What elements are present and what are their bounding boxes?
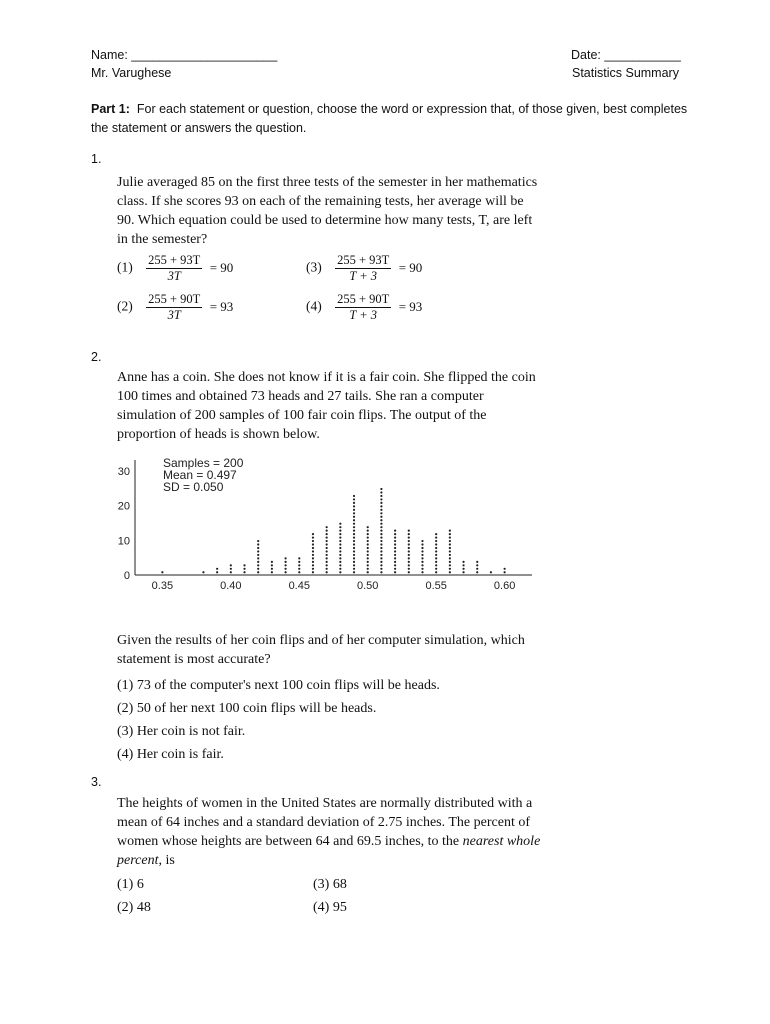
data-dot [161, 571, 163, 573]
data-dot [312, 547, 314, 549]
data-dot [353, 561, 355, 563]
q2-option-1: (1) 73 of the computer's next 100 coin flips will be heads. [117, 678, 440, 693]
data-dot [353, 498, 355, 500]
x-tick-label: 0.35 [151, 580, 174, 592]
chart-annotations [163, 456, 244, 494]
data-dot [298, 571, 300, 573]
data-dot [421, 550, 423, 552]
question-2-text: Anne has a coin. She does not know if it is a fair coin. She flipped the coin 100 times and obtained 73 heads and 27 tails. She ran a computer simulation of 200 samples of 100 fair coin flips. The output of the proportion of heads is shown below. [117, 370, 536, 442]
data-dot [353, 523, 355, 525]
data-dot [380, 519, 382, 521]
data-dot [367, 564, 369, 566]
data-dot [367, 550, 369, 552]
q1-option-1-denominator: 3T [167, 269, 181, 283]
data-dot [504, 571, 506, 573]
data-dot [394, 540, 396, 542]
data-dot [449, 571, 451, 573]
data-dot [367, 547, 369, 549]
question-2-number: 2. [91, 350, 102, 364]
data-dot [435, 543, 437, 545]
data-dot [380, 550, 382, 552]
data-dot [353, 495, 355, 497]
q3-option-1: (1) 6 [117, 877, 144, 892]
y-tick-label: 0 [123, 570, 130, 582]
data-dot [435, 540, 437, 542]
q1-option-4-fraction [335, 292, 391, 323]
data-dot [326, 568, 328, 570]
q1-option-4-label: (4) [306, 298, 322, 314]
data-dot [449, 561, 451, 563]
data-dot [380, 557, 382, 559]
data-dot [271, 571, 273, 573]
data-dot [408, 550, 410, 552]
data-dot [298, 561, 300, 563]
data-dot [339, 554, 341, 556]
data-dot [326, 533, 328, 535]
q3-option-4: (4) 95 [313, 900, 347, 915]
part-1-label: Part 1: [91, 102, 130, 116]
data-dot [353, 530, 355, 532]
data-dot [298, 557, 300, 559]
data-dot [394, 571, 396, 573]
data-dot [408, 554, 410, 556]
x-tick-label: 0.55 [425, 580, 447, 592]
data-dot [257, 571, 259, 573]
data-dot [312, 557, 314, 559]
data-dot [449, 547, 451, 549]
data-dot [243, 568, 245, 570]
q1-option-3-fraction [335, 253, 391, 284]
data-dot [380, 530, 382, 532]
data-dot [284, 571, 286, 573]
data-dot [380, 526, 382, 528]
data-dot [435, 536, 437, 538]
part-1-instructions [91, 100, 691, 138]
data-dot [490, 571, 492, 573]
data-dot [353, 533, 355, 535]
data-dot [380, 509, 382, 511]
q1-option-1-rhs: = 90 [209, 259, 234, 275]
data-dot [353, 536, 355, 538]
data-dot [408, 547, 410, 549]
data-dot [271, 568, 273, 570]
x-tick-label: 0.50 [357, 580, 379, 592]
data-dot [257, 557, 259, 559]
data-dot [326, 540, 328, 542]
data-dot [380, 498, 382, 500]
data-dot [394, 543, 396, 545]
data-dot [462, 571, 464, 573]
chart-annotation: SD = 0.050 [163, 480, 224, 494]
data-dot [312, 561, 314, 563]
data-dot [339, 530, 341, 532]
q1-option-4-numerator: 255 + 90T [337, 292, 390, 306]
data-dot [257, 550, 259, 552]
data-dot [408, 568, 410, 570]
data-dot [216, 571, 218, 573]
data-dot [408, 561, 410, 563]
data-dot [339, 523, 341, 525]
data-dot [408, 571, 410, 573]
data-dot [380, 516, 382, 518]
chart-annotation: Mean = 0.497 [163, 468, 237, 482]
data-dot [326, 554, 328, 556]
q2-option-3: (3) Her coin is not fair. [117, 724, 246, 739]
data-dot [504, 568, 506, 570]
data-dot [339, 564, 341, 566]
q2-option-4: (4) Her coin is fair. [117, 747, 224, 762]
data-dot [367, 543, 369, 545]
data-dot [394, 554, 396, 556]
data-dot [408, 533, 410, 535]
q3-option-3: (3) 68 [313, 877, 347, 892]
q1-option-3 [306, 253, 422, 284]
data-dot [284, 564, 286, 566]
data-dot [380, 568, 382, 570]
data-dot [408, 543, 410, 545]
data-dot [394, 530, 396, 532]
data-dot [380, 540, 382, 542]
q1-option-3-label: (3) [306, 259, 322, 275]
data-dot [284, 561, 286, 563]
data-dot [476, 561, 478, 563]
data-dot [353, 502, 355, 504]
q1-option-2-denominator: 3T [167, 308, 181, 322]
y-tick-label: 10 [117, 535, 130, 548]
y-tick-label: 20 [117, 500, 130, 513]
data-dot [367, 561, 369, 563]
data-dot [435, 561, 437, 563]
data-dot [312, 550, 314, 552]
data-dot [367, 526, 369, 528]
data-dot [298, 568, 300, 570]
data-dot [312, 536, 314, 538]
data-dot [421, 571, 423, 573]
data-dot [230, 568, 232, 570]
q3-text-a: The heights of women in the United States are normally distributed with a mean of 64 inches and a standard deviation of 2.75 inches. The percent of women whose heights are between 64 and 69.5 inches, to the [117, 796, 533, 849]
data-dot [408, 536, 410, 538]
question-2-prompt: Given the results of her coin flips and of her computer simulation, which statement is most accurate? [117, 633, 525, 667]
data-dot [394, 536, 396, 538]
q1-option-3-rhs: = 90 [398, 259, 423, 275]
data-dot [257, 554, 259, 556]
part-1-text: For each statement or question, choose the word or expression that, of those given, best completes the statement or answers the question. [91, 102, 688, 135]
data-dot [326, 543, 328, 545]
question-1-text: Julie averaged 85 on the first three tests of the semester in her mathematics class. If she scores 93 on each of the remaining tests, her average will be 90. Which equation could be used to determine how many tests, T, are left in the semester? [117, 175, 538, 247]
data-dot [367, 530, 369, 532]
data-dot [353, 550, 355, 552]
name-line: Name: _____________________ [91, 48, 278, 62]
data-dot [353, 571, 355, 573]
data-dot [449, 554, 451, 556]
q1-option-1-numerator: 255 + 93T [148, 253, 201, 267]
data-dot [449, 568, 451, 570]
data-dot [380, 523, 382, 525]
data-dot [380, 491, 382, 493]
data-dot [380, 502, 382, 504]
data-dot [284, 568, 286, 570]
data-dot [202, 571, 204, 573]
data-dot [462, 561, 464, 563]
data-dot [380, 571, 382, 573]
data-dot [257, 561, 259, 563]
q3-text-emphasis: nearest whole percent [117, 834, 541, 868]
data-dot [298, 564, 300, 566]
data-dot [326, 561, 328, 563]
data-dot [353, 547, 355, 549]
data-dot [326, 564, 328, 566]
data-dot [476, 571, 478, 573]
data-dot [435, 557, 437, 559]
data-dot [421, 540, 423, 542]
data-dot [230, 571, 232, 573]
teacher-name: Mr. Varughese [91, 66, 172, 80]
data-dot [326, 530, 328, 532]
q1-option-1 [117, 253, 233, 284]
q1-option-4-denominator: T + 3 [349, 308, 378, 322]
data-dot [449, 540, 451, 542]
data-dot [326, 547, 328, 549]
data-dot [435, 533, 437, 535]
data-dot [326, 536, 328, 538]
data-dot [257, 547, 259, 549]
data-dot [408, 540, 410, 542]
data-dot [449, 550, 451, 552]
data-dot [312, 543, 314, 545]
data-dot [435, 564, 437, 566]
data-dot [339, 568, 341, 570]
data-dot [312, 540, 314, 542]
data-dot [394, 561, 396, 563]
data-dot [243, 564, 245, 566]
q2-option-2: (2) 50 of her next 100 coin flips will be heads. [117, 701, 377, 716]
q3-text-b: , is [158, 853, 175, 868]
data-dot [380, 554, 382, 556]
data-dot [421, 554, 423, 556]
q1-option-1-fraction [146, 253, 202, 284]
data-dot [339, 536, 341, 538]
data-dot [339, 550, 341, 552]
data-dot [339, 547, 341, 549]
data-dot [421, 561, 423, 563]
x-tick-label: 0.60 [493, 580, 516, 592]
data-dot [394, 533, 396, 535]
data-dot [257, 543, 259, 545]
data-dot [380, 495, 382, 497]
question-3-text [117, 794, 545, 870]
data-dot [339, 557, 341, 559]
data-dot [394, 564, 396, 566]
data-dot [476, 568, 478, 570]
data-dot [326, 550, 328, 552]
data-dot [380, 505, 382, 507]
data-dot [312, 568, 314, 570]
q1-option-2-numerator: 255 + 90T [148, 292, 201, 306]
data-dot [339, 571, 341, 573]
chart-dots [161, 488, 505, 573]
data-dot [421, 543, 423, 545]
data-dot [449, 530, 451, 532]
y-tick-label: 30 [117, 465, 130, 478]
question-1-number: 1. [91, 152, 102, 166]
data-dot [339, 526, 341, 528]
data-dot [367, 536, 369, 538]
data-dot [435, 554, 437, 556]
data-dot [435, 550, 437, 552]
data-dot [408, 564, 410, 566]
data-dot [353, 512, 355, 514]
data-dot [271, 561, 273, 563]
data-dot [449, 557, 451, 559]
data-dot [462, 564, 464, 566]
data-dot [380, 488, 382, 490]
data-dot [435, 547, 437, 549]
q1-option-4-rhs: = 93 [398, 298, 423, 314]
data-dot [449, 564, 451, 566]
data-dot [394, 568, 396, 570]
data-dot [435, 571, 437, 573]
data-dot [380, 547, 382, 549]
data-dot [312, 564, 314, 566]
data-dot [353, 568, 355, 570]
data-dot [380, 564, 382, 566]
data-dot [367, 554, 369, 556]
data-dot [367, 533, 369, 535]
data-dot [476, 564, 478, 566]
data-dot [353, 509, 355, 511]
data-dot [339, 540, 341, 542]
data-dot [449, 536, 451, 538]
data-dot [367, 557, 369, 559]
data-dot [367, 568, 369, 570]
data-dot [353, 516, 355, 518]
q1-option-1-label: (1) [117, 259, 133, 275]
data-dot [326, 557, 328, 559]
data-dot [353, 564, 355, 566]
chart-annotation: Samples = 200 [163, 456, 244, 470]
data-dot [394, 547, 396, 549]
data-dot [462, 568, 464, 570]
data-dot [380, 543, 382, 545]
data-dot [353, 505, 355, 507]
data-dot [408, 557, 410, 559]
data-dot [339, 561, 341, 563]
data-dot [421, 568, 423, 570]
data-dot [230, 564, 232, 566]
data-dot [408, 530, 410, 532]
data-dot [380, 536, 382, 538]
data-dot [257, 564, 259, 566]
course-title: Statistics Summary [572, 66, 679, 80]
q1-option-2-fraction [146, 292, 202, 323]
data-dot [380, 561, 382, 563]
q1-option-2-label: (2) [117, 298, 133, 314]
data-dot [367, 571, 369, 573]
data-dot [257, 568, 259, 570]
q1-option-3-denominator: T + 3 [349, 269, 378, 283]
question-3-number: 3. [91, 775, 102, 789]
q1-option-2-rhs: = 93 [209, 298, 234, 314]
data-dot [312, 554, 314, 556]
data-dot [312, 571, 314, 573]
x-tick-label: 0.45 [288, 580, 310, 592]
q1-option-2 [117, 292, 233, 323]
x-tick-label: 0.40 [220, 580, 242, 592]
q3-option-2: (2) 48 [117, 900, 151, 915]
data-dot [421, 547, 423, 549]
data-dot [367, 540, 369, 542]
data-dot [339, 533, 341, 535]
data-dot [394, 550, 396, 552]
data-dot [380, 533, 382, 535]
data-dot [339, 543, 341, 545]
data-dot [271, 564, 273, 566]
data-dot [284, 557, 286, 559]
q1-option-4 [306, 292, 422, 323]
data-dot [353, 557, 355, 559]
data-dot [449, 543, 451, 545]
data-dot [353, 519, 355, 521]
data-dot [421, 557, 423, 559]
data-dot [380, 512, 382, 514]
data-dot [216, 568, 218, 570]
data-dot [353, 543, 355, 545]
data-dot [257, 540, 259, 542]
date-line: Date: ___________ [571, 48, 681, 62]
data-dot [243, 571, 245, 573]
data-dot [353, 554, 355, 556]
data-dot [353, 540, 355, 542]
data-dot [326, 526, 328, 528]
data-dot [312, 533, 314, 535]
data-dot [449, 533, 451, 535]
data-dot [353, 526, 355, 528]
q1-option-3-numerator: 255 + 93T [337, 253, 390, 267]
data-dot [394, 557, 396, 559]
data-dot [435, 568, 437, 570]
dot-plot [100, 452, 540, 600]
data-dot [326, 571, 328, 573]
data-dot [421, 564, 423, 566]
